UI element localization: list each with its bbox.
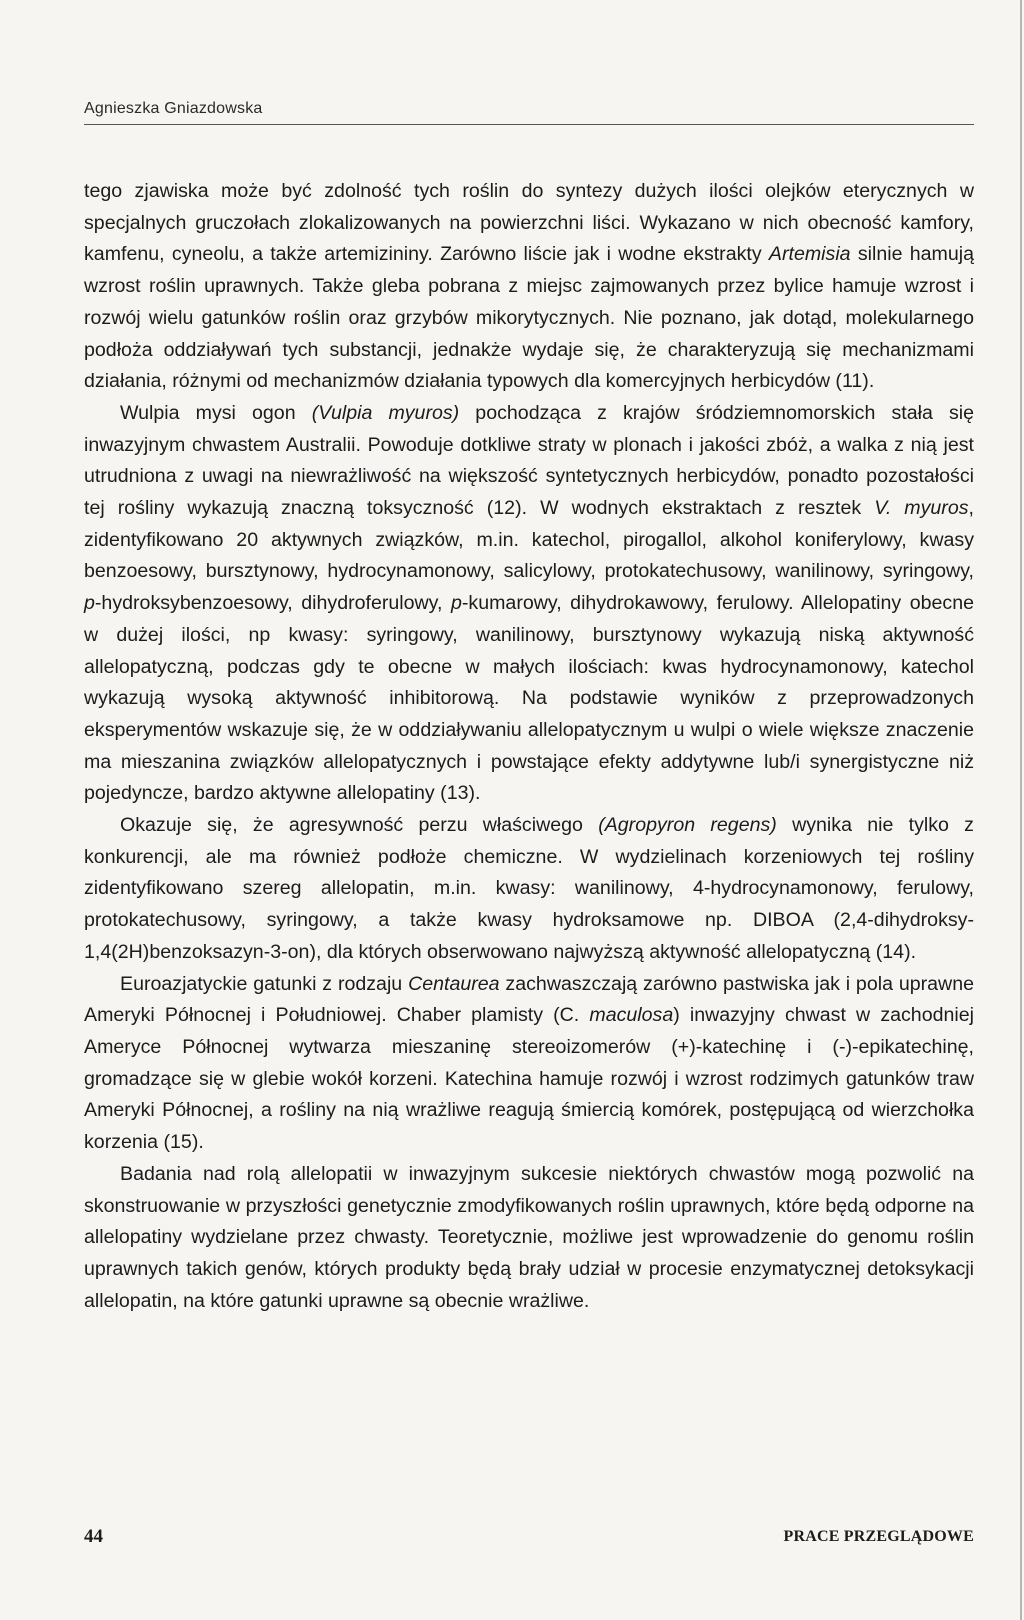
header-rule [84,124,974,125]
italic-term: (Agropyron regens) [598,814,777,837]
italic-term: (Vulpia myuros) [311,401,460,424]
text-run: , zidentyfikowano 20 aktywnych związków, m.in. katechol, pirogallol, alkohol koniferylowy, kwasy benzoesowy, bursztynowy, hydrocynamonowy, salicylowy, protokatechusowy, wanilinowy, syringowy, [84,497,974,583]
running-head-author: Agnieszka Gniazdowska [84,100,263,117]
text-run: pochodząca z krajów śródziemnomorskich stała się inwazyjnym chwastem Australii. Powoduje dotkliwe straty w plonach i jakości zbóż, a walka z nią jest utrudniona z uwagi na niewrażliwość na większość syntetycznych herbicydów, ponadto pozostałości tej rośliny wykazują znaczną toksyczność (12). W wodnych ekstraktach z resztek [84,401,974,520]
page-number: 44 [84,1526,103,1547]
paragraph [84,969,974,1159]
journal-section-title: PRACE PRZEGLĄDOWE [783,1528,974,1545]
italic-term: p [450,592,462,615]
paragraph [84,398,974,810]
italic-term: Artemisia [768,243,851,266]
text-run: zachwaszczają zarówno pastwiska jak i pola uprawne Ameryki Północnej i Południowej. Chaber plamisty (C. [84,972,974,1027]
paragraph [84,1159,974,1318]
italic-term: Centaurea [408,972,500,995]
text-run: -kumarowy, dihydrokawowy, ferulowy. Allelopatiny obecne w dużej ilości, np kwasy: syringowy, wanilinowy, bursztynowy wykazują niską aktywność allelopatyczną, podczas gdy te obecne w małych ilościach: kwas hydrocynamonowy, katechol wykazują wysoką aktywność inhibitorową. Na podstawie wyników z przeprowadzonych eksperymentów wskazuje się, że w oddziaływaniu allelopatycznym u wulpi o wiele większe znaczenie ma mieszanina związków allelopatycznych i powstające efekty addytywne lub/i synergistyczne niż pojedyncze, bardzo aktywne allelopatiny (13). [84,592,974,805]
text-run: Wulpia mysi ogon [120,401,312,424]
paragraph [84,176,974,398]
italic-term: p [84,592,95,615]
text-run: wynika nie tylko z konkurencji, ale ma również podłoże chemiczne. W wydzielinach korzeniowych tej rośliny zidentyfikowano szereg allelopatin, m.in. kwasy: wanilinowy, 4-hydrocynamonowy, ferulowy, protokatechusowy, syringowy, a także kwasy hydroksamowe np. DIBOA (2,4-dihydroksy-1,4(2H)benzoksazyn-3-on), dla których obserwowano najwyższą aktywność allelopatyczną (14). [84,814,974,963]
italic-term: maculosa [589,1004,674,1027]
italic-term: V. myuros [874,497,969,520]
text-run: Okazuje się, że agresywność perzu właściwego [120,814,599,837]
text-run: tego zjawiska może być zdolność tych roślin do syntezy dużych ilości olejków eterycznych w specjalnych gruczołach zlokalizowanych na powierzchni liści. Wykazano w nich obecność kamfory, kamfenu, cyneolu, a także artemizininy. Zarówno liście jak i wodne ekstrakty [84,180,974,266]
text-run: silnie hamują wzrost roślin uprawnych. Także gleba pobrana z miejsc zajmowanych przez bylice hamuje wzrost i rozwój wielu gatunków roślin oraz grzybów mikorytycznych. Nie poznano, jak dotąd, molekularnego podłoża oddziaływań tych substancji, jednakże wydaje się, że charakteryzują się mechanizmami działania, różnymi od mechanizmów działania typowych dla komercyjnych herbicydów (11). [84,243,974,393]
text-run: ) inwazyjny chwast w zachodniej Ameryce Północnej wytwarza mieszaninę stereoizomerów (+)-katechinę i (-)-epikatechinę, gromadzące się w glebie wokół korzeni. Katechina hamuje rozwój i wzrost rodzimych gatunków traw Ameryki Północnej, a rośliny na nią wrażliwe reagują śmiercią komórek, postępującą od wierzchołka korzenia (15). [84,1004,974,1154]
text-run: Euroazjatyckie gatunki z rodzaju [120,972,409,995]
paragraph [84,810,974,969]
text-run: -hydroksybenzoesowy, dihydroferulowy, [94,592,451,615]
page-edge-shadow [1020,0,1022,1620]
article-body [84,176,974,1317]
text-run: Badania nad rolą allelopatii w inwazyjnym sukcesie niektórych chwastów mogą pozwolić na skonstruowanie w przyszłości genetycznie zmodyfikowanych roślin uprawnych, które będą odporne na allelopatiny wydzielane przez chwasty. Teoretycznie, możliwe jest wprowadzenie do genomu roślin uprawnych takich genów, których produkty będą brały udział w procesie enzymatycznej detoksykacji allelopatin, na które gatunki uprawne są obecnie wrażliwe. [84,1162,974,1312]
